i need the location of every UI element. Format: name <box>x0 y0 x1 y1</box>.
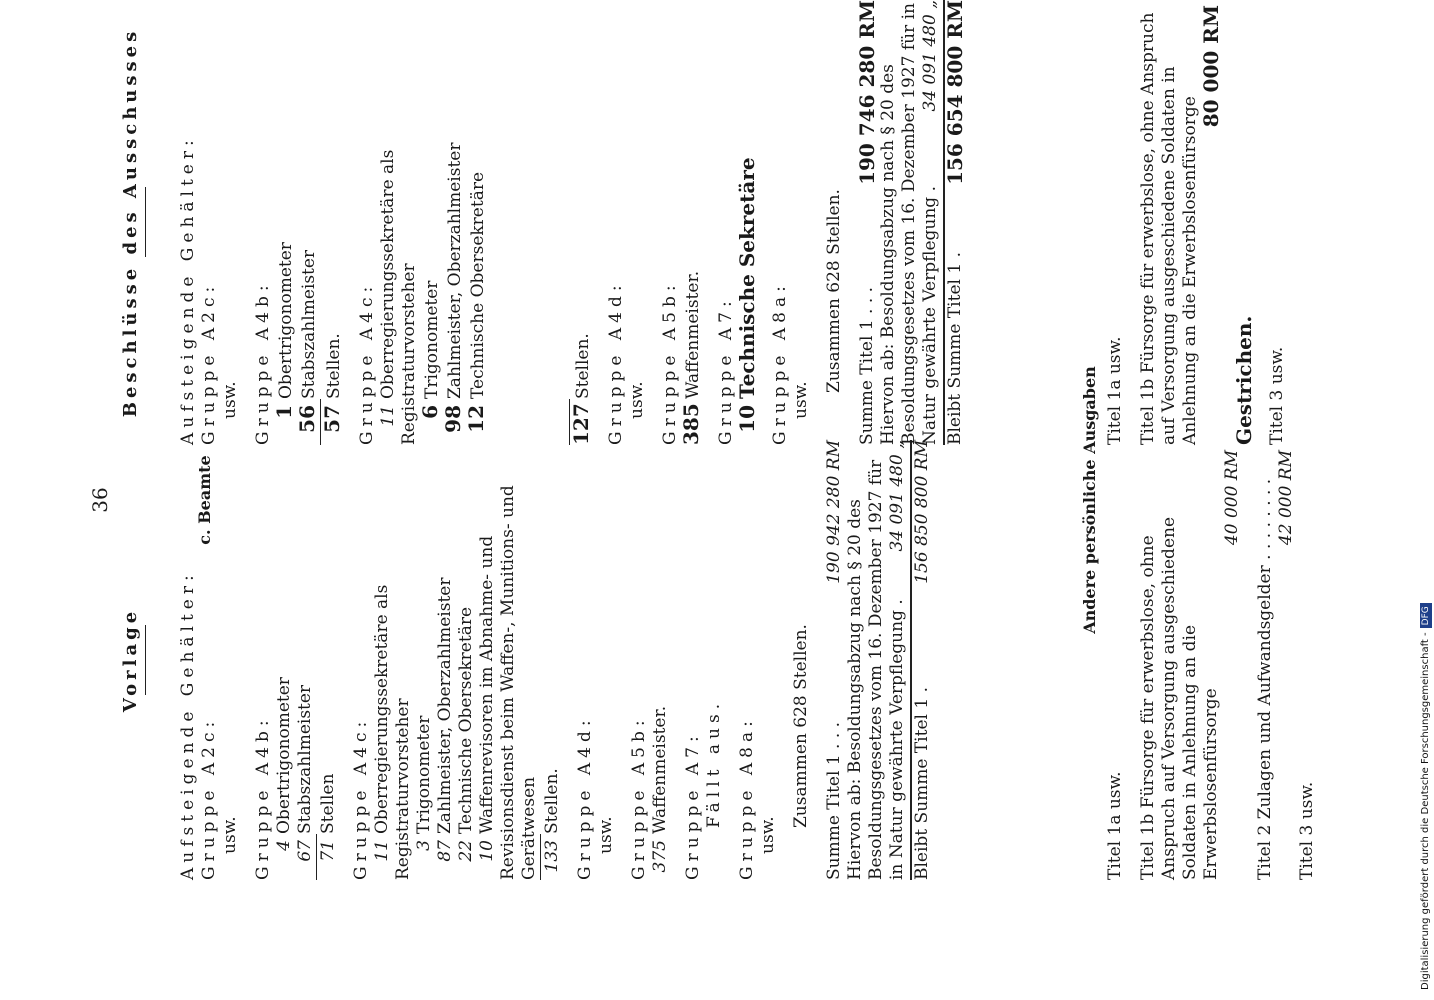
a4b-row: 1Obertrigonometer <box>272 242 296 419</box>
titel-3: Titel 3 usw. <box>1267 346 1287 445</box>
a4c-row: 12Technische Obersekretäre <box>464 171 488 433</box>
gruppe-a4c: Gruppe A4c: <box>357 281 377 445</box>
titel-2: Titel 2 Zulagen und Aufwandsgelder . . . . . . . . <box>1255 478 1275 880</box>
a4c-total: 133Stellen. <box>540 440 563 880</box>
a4b-row: 4Obertrigonometer <box>274 677 294 851</box>
summe-titel-1: Summe Titel 1 . . . 190 942 280 RM <box>824 440 844 880</box>
a4b-row: 67Stabszahlmeister <box>295 684 315 862</box>
usw-text: usw. <box>627 381 647 419</box>
vorlage-heading: Vorlage <box>120 607 141 713</box>
a4c-total: 127Stellen. <box>569 333 593 445</box>
titel-1b-value: 80 000 RM <box>1199 5 1223 128</box>
heading-rule <box>145 625 146 695</box>
bleibt-summe: Bleibt Summe Titel 1 . 156 850 800 RM <box>912 440 932 880</box>
a4b-total: 57Stellen. <box>320 0 345 445</box>
titel-1a: Titel 1a usw. <box>1105 336 1125 445</box>
gruppe-a8a: Gruppe A8a: <box>770 281 790 445</box>
titel-1b: Titel 1b Fürsorge für erwerbslose, ohne Anspruch auf Versorgung ausgeschiedene Soldaten in Anlehnung an die Erwerbslosenfürsorge <box>1138 516 1221 880</box>
heading-rule <box>145 188 146 258</box>
vorlage-titel-column <box>1105 450 1318 880</box>
usw-text: usw. <box>758 816 778 854</box>
a7-row: 10Technische Sekretäre <box>735 157 759 433</box>
beschluesse-column <box>120 0 966 445</box>
beschluesse-titel-column <box>1105 5 1288 445</box>
a4c-row: 11Oberregierungssekretäre als Registraturvorsteher <box>378 149 419 445</box>
usw-text: usw. <box>220 816 240 854</box>
a4c-row: 6Trigonometer <box>418 280 442 419</box>
dfg-logo: DFG <box>1420 603 1432 628</box>
gruppe-a4b: Gruppe A4b: <box>253 280 273 445</box>
a4c-row: 87Zahlmeister, Oberzahlmeister <box>435 577 455 862</box>
hiervon-text: Hiervon ab: Besoldungsabzug nach § 20 des Besoldungsgesetzes vom 16. Dezember 1927 für in Natur gewährte Verpflegung . 34 091 480 „ <box>845 440 907 880</box>
page-number: 36 <box>88 487 112 513</box>
usw-text: usw. <box>791 381 811 419</box>
summe-titel-1: Summe Titel 1 . . . 190 746 280 RM <box>855 0 879 445</box>
a4c-row: 98Zahlmeister, Oberzahlmeister <box>441 142 465 433</box>
titel-1a: Titel 1a usw. <box>1105 771 1125 880</box>
titel-1b: Titel 1b Fürsorge für erwerbslose, ohne Anspruch auf Versorgung ausgeschiedene Soldaten in Anlehnung an die Erwerbslosenfürsorge <box>1138 12 1200 445</box>
usw-text: usw. <box>220 381 240 419</box>
a5b-row: 385Waffenmeister. <box>679 270 703 445</box>
hiervon-text: Hiervon ab: Besoldungsabzug nach § 20 des Besoldungsgesetzes vom 16. Dezember 1927 für in Natur gewährte Verpflegung . 34 091 480 „ <box>878 0 940 445</box>
gruppe-a4d: Gruppe A4d: <box>575 715 595 880</box>
gruppe-a4d: Gruppe A4d: <box>606 280 626 445</box>
digitization-credit: Digitalisierung gefördert durch die Deutsche Forschungsgemeinschaft -DFG <box>1420 603 1432 990</box>
usw-text: usw. <box>596 816 616 854</box>
andere-ausgaben-heading: Andere persönliche Ausgaben <box>1080 366 1099 634</box>
a4c-row: 22Technische Obersekretäre <box>456 606 476 862</box>
titel-3: Titel 3 usw. <box>1297 781 1317 880</box>
bleibt-summe: Bleibt Summe Titel 1 . 156 654 800 RM <box>943 0 967 445</box>
gruppe-a5b: Gruppe A5b: <box>660 280 680 445</box>
beschluesse-heading: Beschlüsse des Ausschusses <box>120 27 141 418</box>
gruppe-a7: Gruppe A7: <box>683 731 703 880</box>
gruppe-a8a: Gruppe A8a: <box>737 716 757 880</box>
zusammen-text: Zusammen 628 Stellen. <box>824 189 844 393</box>
gruppe-a2c: Gruppe A2c: <box>199 281 219 445</box>
beamte-heading: c. Beamte <box>195 455 214 545</box>
gruppe-a2c: Gruppe A2c: <box>199 716 219 880</box>
a4c-row: 11Oberregierungssekretäre als Registraturvorsteher <box>372 584 413 880</box>
a4b-total: 71Stellen <box>316 440 339 880</box>
a4c-row: 10Waffenrevisoren im Abnahme- und Revisionsdienst beim Waffen-, Munitions- und Gerätwesen <box>477 485 539 880</box>
gruppe-a4c: Gruppe A4c: <box>351 716 371 880</box>
gestrichen-text: Gestrichen. <box>1232 315 1256 445</box>
titel-1b-value: 40 000 RM <box>1222 450 1242 546</box>
vorlage-column <box>120 440 933 880</box>
titel-2-value: 42 000 RM <box>1276 450 1296 546</box>
gruppe-a4b: Gruppe A4b: <box>253 715 273 880</box>
intro-text: Aufsteigende Gehälter: <box>178 135 198 445</box>
a5b-row: 375Waffenmeister. <box>650 705 670 873</box>
a4c-row: 3Trigonometer <box>414 715 434 851</box>
a4b-row: 56Stabszahlmeister <box>295 249 319 433</box>
a7-text: Fällt aus. <box>704 698 724 828</box>
gruppe-a5b: Gruppe A5b: <box>629 715 649 880</box>
intro-text: Aufsteigende Gehälter: <box>178 570 198 880</box>
zusammen-text: Zusammen 628 Stellen. <box>791 624 811 828</box>
gruppe-a7: Gruppe A7: <box>716 296 736 445</box>
